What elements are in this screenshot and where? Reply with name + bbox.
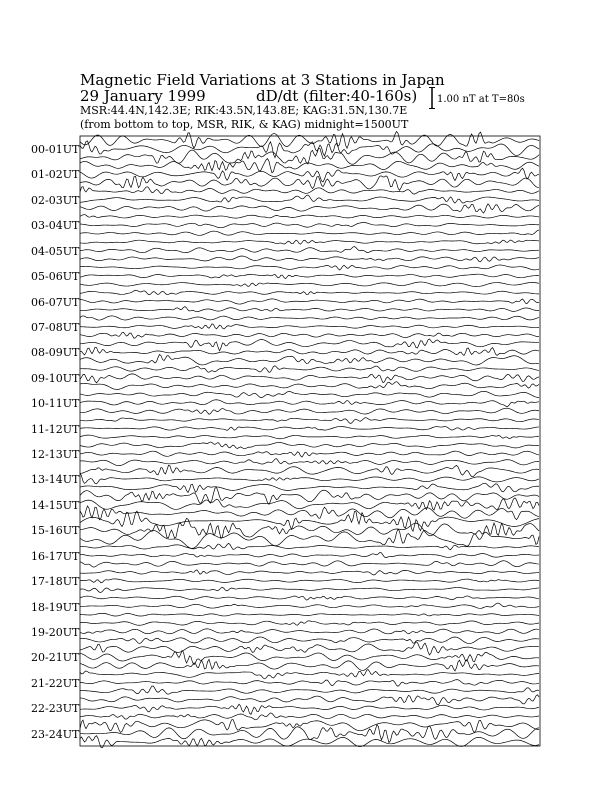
hour-label: 16-17UT bbox=[31, 549, 80, 563]
hour-label: 02-03UT bbox=[31, 193, 80, 207]
plot-frame bbox=[80, 136, 540, 746]
trace-kag bbox=[80, 719, 539, 732]
trace-kag bbox=[80, 132, 539, 149]
hour-label: 09-10UT bbox=[31, 371, 80, 385]
trace-kag bbox=[80, 366, 539, 373]
trace-kag bbox=[80, 418, 539, 424]
trace-kag bbox=[80, 316, 539, 320]
trace-msr bbox=[80, 637, 539, 644]
trace-msr bbox=[80, 408, 539, 414]
trace-kag bbox=[80, 339, 539, 351]
chart-title: Magnetic Field Variations at 3 Stations in Japan bbox=[80, 71, 445, 89]
trace-msr bbox=[80, 506, 539, 520]
hour-label: 07-08UT bbox=[31, 320, 80, 334]
trace-rik bbox=[80, 451, 539, 457]
trace-kag bbox=[80, 621, 539, 625]
hour-label: 15-16UT bbox=[31, 524, 80, 538]
trace-kag bbox=[80, 391, 539, 397]
trace-msr bbox=[80, 587, 539, 592]
trace-msr bbox=[80, 483, 539, 492]
hour-label: 11-12UT bbox=[31, 422, 80, 436]
trace-rik bbox=[80, 629, 539, 634]
trace-msr bbox=[80, 435, 539, 439]
trace-msr bbox=[80, 230, 539, 235]
trace-msr bbox=[80, 529, 539, 548]
hour-label: 18-19UT bbox=[31, 600, 80, 614]
trace-kag bbox=[80, 265, 539, 270]
hour-label: 21-22UT bbox=[31, 676, 80, 690]
hour-label: 20-21UT bbox=[31, 651, 80, 665]
trace-rik bbox=[80, 579, 539, 583]
trace-msr bbox=[80, 256, 539, 262]
trace-rik bbox=[80, 347, 539, 355]
hour-label: 22-23UT bbox=[31, 702, 80, 716]
hour-label: 03-04UT bbox=[31, 219, 80, 233]
trace-kag bbox=[80, 465, 539, 476]
trace-kag bbox=[80, 187, 539, 194]
hour-label: 13-14UT bbox=[31, 473, 80, 487]
trace-msr bbox=[80, 561, 539, 567]
trace-rik bbox=[80, 552, 539, 557]
hour-label: 23-24UT bbox=[31, 727, 80, 741]
trace-rik bbox=[80, 427, 539, 431]
trace-rik bbox=[80, 651, 539, 665]
trace-rik bbox=[80, 168, 539, 182]
scale-label: 1.00 nT at T=80s bbox=[437, 94, 525, 105]
trace-kag bbox=[80, 596, 539, 600]
trace-rik bbox=[80, 603, 539, 608]
trace-kag bbox=[80, 543, 539, 549]
chart-filter: dD/dt (filter:40-160s) bbox=[256, 87, 418, 105]
trace-rik bbox=[80, 400, 539, 407]
trace-msr bbox=[80, 354, 539, 365]
trace-msr bbox=[80, 307, 539, 312]
trace-order-note: (from bottom to top, MSR, RIK, & KAG) midnight=1500UT bbox=[80, 118, 409, 131]
trace-rik bbox=[80, 324, 539, 329]
trace-kag bbox=[80, 214, 539, 218]
trace-rik bbox=[80, 725, 539, 743]
hour-label: 01-02UT bbox=[31, 168, 80, 182]
trace-msr bbox=[80, 382, 539, 390]
hour-label: 12-13UT bbox=[31, 448, 80, 461]
trace-msr bbox=[80, 686, 539, 694]
trace-kag bbox=[80, 442, 539, 449]
hour-label: 04-05UT bbox=[31, 244, 80, 258]
station-coordinates: MSR:44.4N,142.3E; RIK:43.5N,143.8E; KAG:31.5N,130.7E bbox=[80, 104, 408, 117]
trace-rik bbox=[80, 141, 539, 158]
hour-label: 00-01UT bbox=[31, 143, 80, 156]
trace-kag bbox=[80, 669, 539, 678]
trace-kag bbox=[80, 570, 539, 575]
hour-label: 08-09UT bbox=[31, 346, 80, 360]
hour-label: 19-20UT bbox=[31, 625, 80, 639]
trace-rik bbox=[80, 223, 539, 228]
trace-rik bbox=[80, 680, 539, 687]
hour-label: 05-06UT bbox=[31, 270, 80, 284]
trace-rik bbox=[80, 299, 539, 304]
trace-msr bbox=[80, 613, 539, 616]
hour-label: 17-18UT bbox=[31, 575, 80, 589]
trace-rik bbox=[80, 704, 539, 714]
trace-msr bbox=[80, 332, 539, 338]
hour-label: 10-11UT bbox=[31, 397, 80, 411]
hour-label: 06-07UT bbox=[31, 295, 80, 309]
chart-date: 29 January 1999 bbox=[80, 87, 206, 105]
trace-kag bbox=[80, 290, 539, 295]
trace-msr bbox=[80, 659, 539, 671]
trace-kag bbox=[80, 240, 539, 244]
hour-label: 14-15UT bbox=[31, 498, 80, 512]
trace-rik bbox=[80, 247, 539, 253]
trace-kag bbox=[80, 695, 539, 705]
trace-rik bbox=[80, 274, 539, 279]
trace-msr bbox=[80, 148, 539, 164]
trace-msr bbox=[80, 459, 539, 466]
trace-msr bbox=[80, 282, 539, 287]
trace-msr bbox=[80, 713, 539, 720]
trace-kag bbox=[80, 487, 539, 504]
trace-msr bbox=[80, 204, 539, 213]
trace-rik bbox=[80, 374, 539, 383]
trace-rik bbox=[80, 195, 539, 203]
